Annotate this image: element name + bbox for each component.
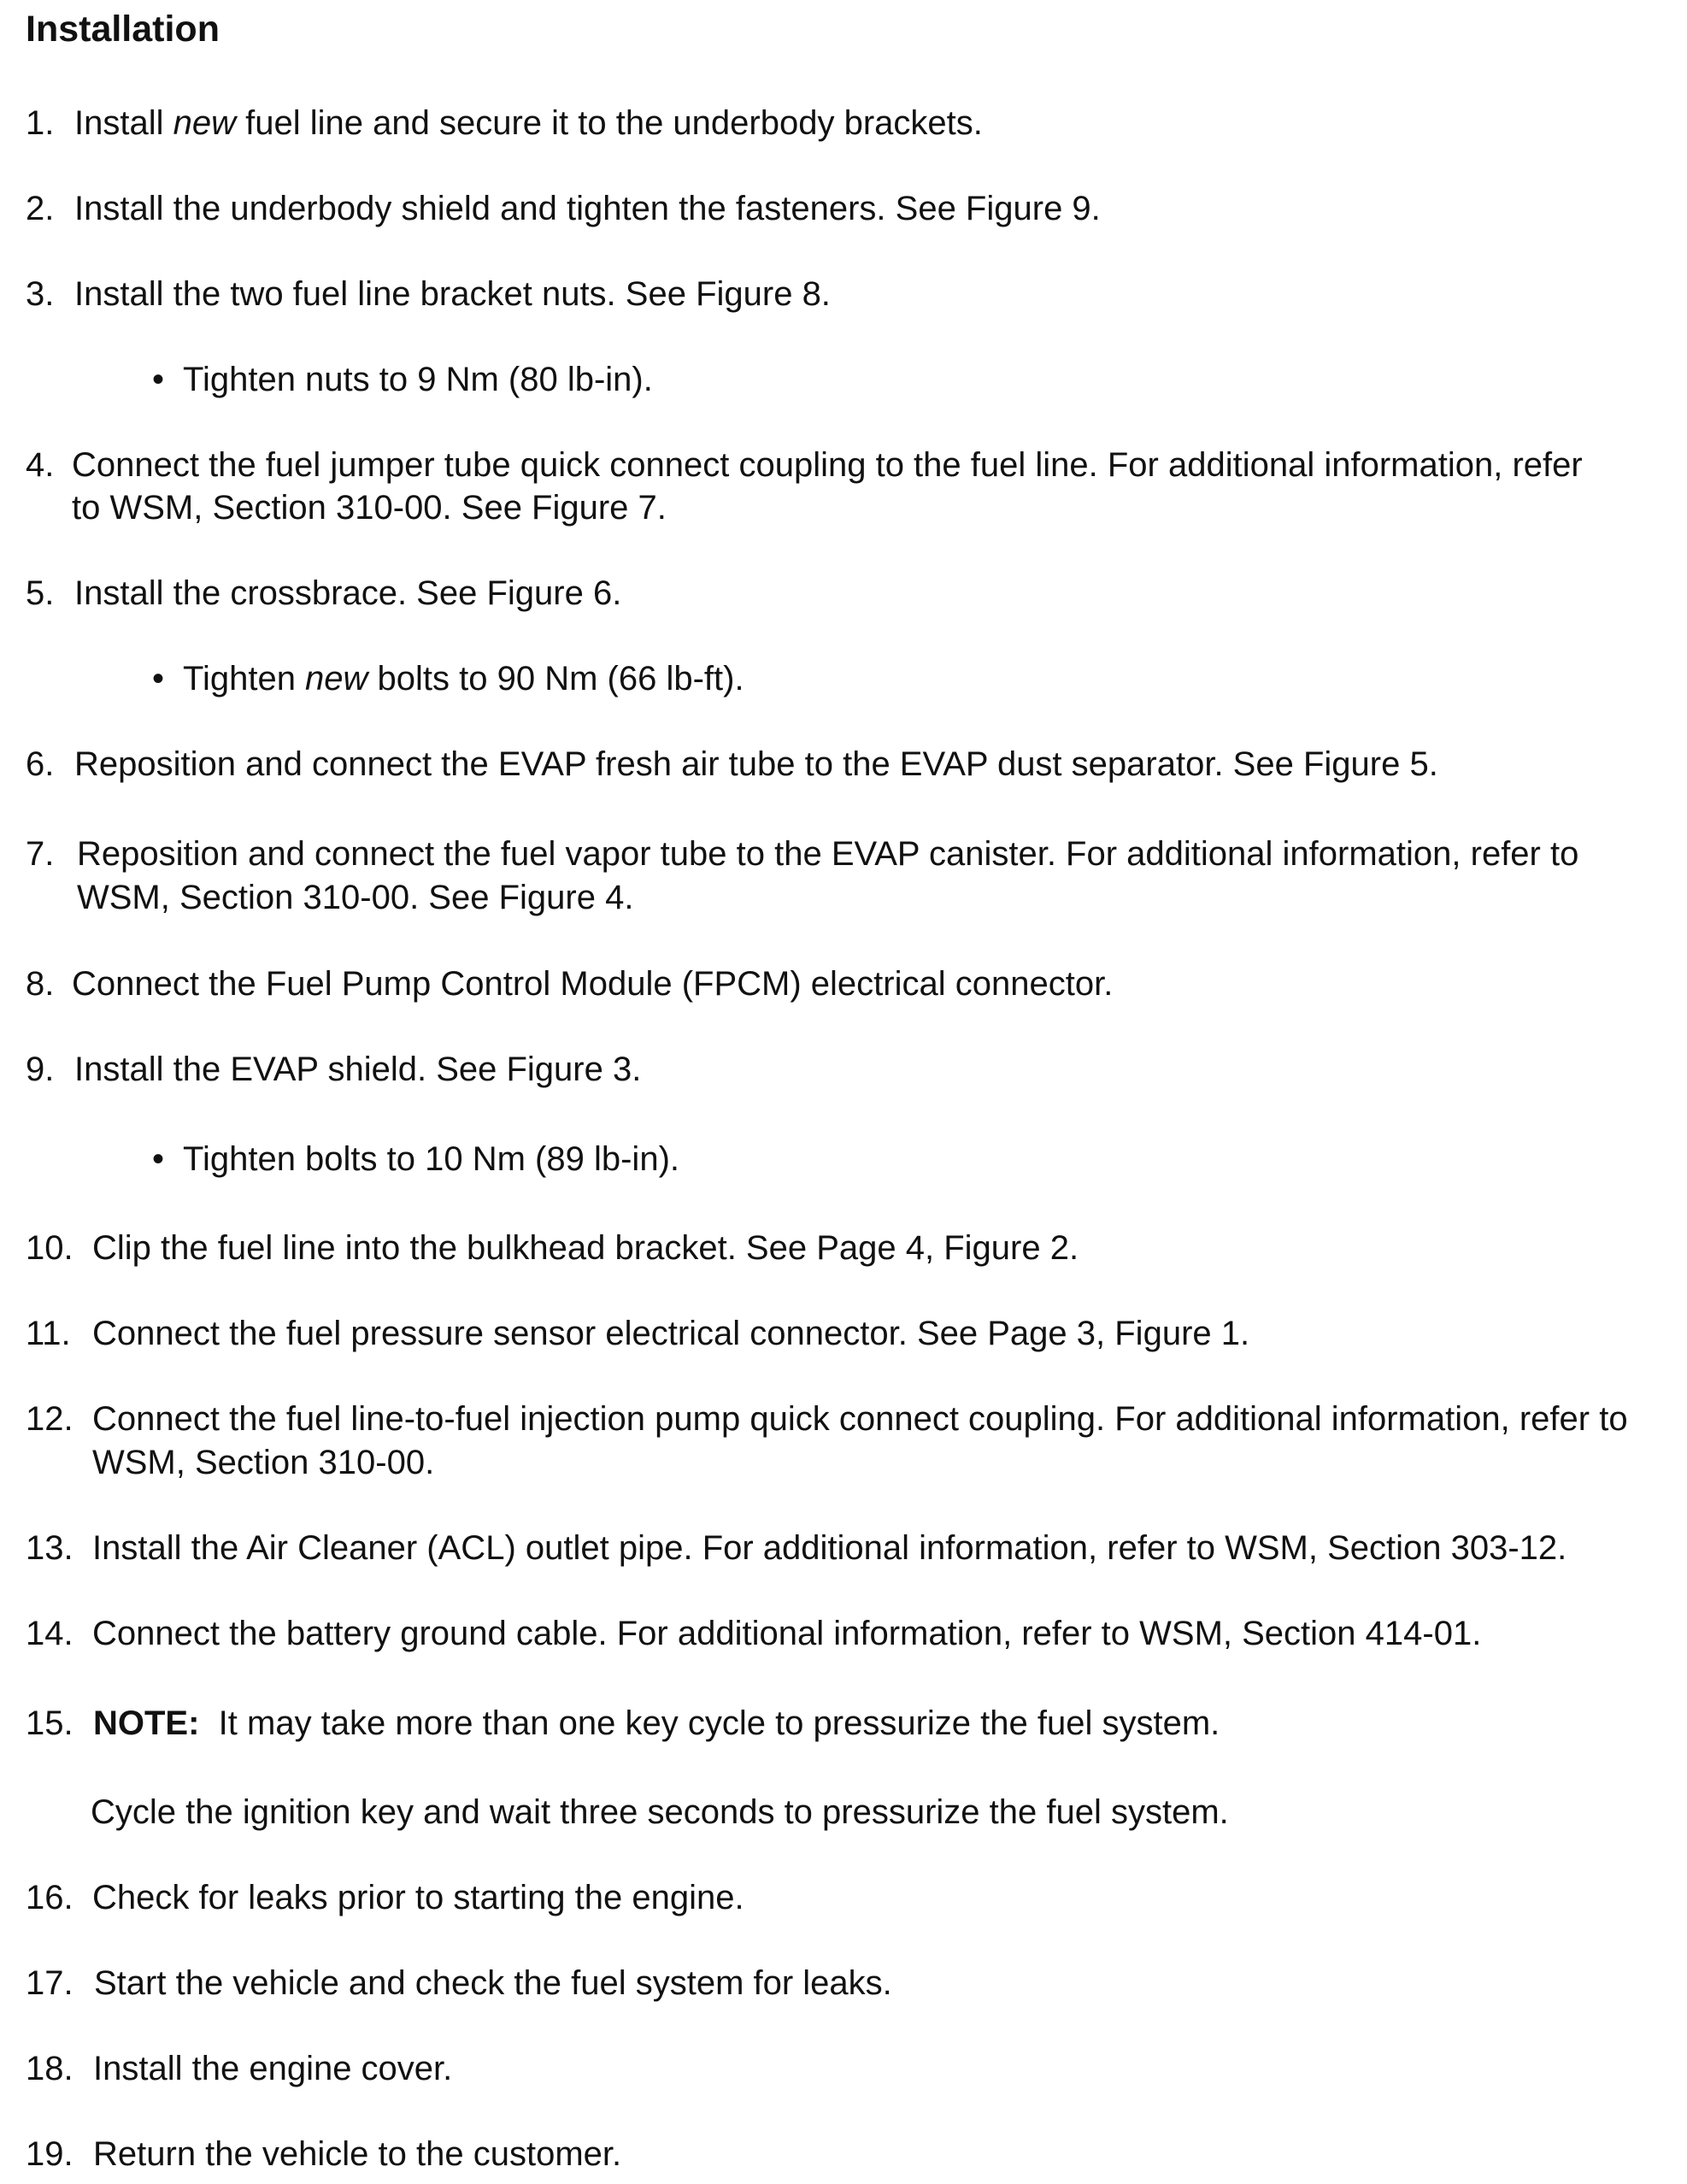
step-4: [26, 444, 1583, 486]
step-text: Install the engine cover.: [93, 2050, 453, 2087]
step-text: Connect the battery ground cable. For additional information, refer to WSM, Section 414-01.: [92, 1615, 1482, 1652]
step-5: [26, 572, 621, 615]
step-number: 14.: [26, 1615, 73, 1652]
step-10: [26, 1227, 1079, 1269]
step-text: Install the two fuel line bracket nuts. See Figure 8.: [74, 275, 831, 313]
step-11: [26, 1312, 1249, 1355]
step-text: Check for leaks prior to starting the engine.: [92, 1879, 744, 1916]
section-heading: Installation: [26, 9, 220, 50]
step-4-continuation: to WSM, Section 310-00. See Figure 7.: [72, 489, 667, 527]
step-number: 12.: [26, 1400, 73, 1438]
step-15-continuation: Cycle the ignition key and wait three seconds to pressurize the fuel system.: [91, 1793, 1229, 1831]
step-text: Connect the fuel line-to-fuel injection pump quick connect coupling. For additional information, refer to: [92, 1400, 1628, 1438]
bullet-text: Tighten: [183, 660, 306, 698]
bullet-text: bolts to 90 Nm (66 lb-ft).: [367, 660, 744, 698]
step-number: 2.: [26, 190, 55, 227]
step-text: Reposition and connect the fuel vapor tube to the EVAP canister. For additional information, refer to: [77, 835, 1579, 873]
step-text: Connect the Fuel Pump Control Module (FPCM) electrical connector.: [72, 965, 1114, 1003]
step-5-bullet: [152, 657, 744, 700]
step-6: [26, 743, 1438, 786]
step-1: [26, 102, 983, 144]
step-number: 4.: [26, 446, 55, 484]
step-number: 1.: [26, 104, 55, 142]
step-emphasis: new: [173, 104, 236, 142]
step-16: [26, 1876, 744, 1919]
step-text: Reposition and connect the EVAP fresh air tube to the EVAP dust separator. See Figure 5.: [74, 745, 1438, 783]
step-number: 6.: [26, 745, 55, 783]
step-15: [26, 1702, 1220, 1745]
step-text: Connect the fuel jumper tube quick connect coupling to the fuel line. For additional information, refer: [72, 446, 1583, 484]
step-text: It may take more than one key cycle to pressurize the fuel system.: [199, 1704, 1220, 1742]
bullet-emphasis: new: [305, 660, 368, 698]
step-number: 16.: [26, 1879, 73, 1916]
step-text: Install the crossbrace. See Figure 6.: [74, 574, 622, 612]
step-number: 3.: [26, 275, 55, 313]
step-number: 15.: [26, 1704, 73, 1742]
step-13: [26, 1527, 1566, 1569]
step-text: Install the Air Cleaner (ACL) outlet pipe. For additional information, refer to WSM, Section 303-12.: [92, 1529, 1567, 1567]
step-text: Install the underbody shield and tighten the fasteners. See Figure 9.: [74, 190, 1101, 227]
bullet-text: Tighten nuts to 9 Nm (80 lb-in).: [183, 361, 653, 398]
bullet-icon: •: [152, 361, 165, 398]
step-number: 18.: [26, 2050, 73, 2087]
step-9: [26, 1048, 641, 1091]
step-9-bullet: [152, 1138, 679, 1180]
step-number: 19.: [26, 2135, 73, 2173]
step-12-continuation: WSM, Section 310-00.: [92, 1444, 435, 1481]
step-12: [26, 1398, 1628, 1440]
bullet-text: Tighten bolts to 10 Nm (89 lb-in).: [183, 1140, 679, 1178]
step-8: [26, 962, 1113, 1005]
step-number: 13.: [26, 1529, 73, 1567]
step-number: 5.: [26, 574, 55, 612]
step-text: fuel line and secure it to the underbody brackets.: [236, 104, 983, 142]
step-number: 10.: [26, 1229, 73, 1267]
step-text: Clip the fuel line into the bulkhead bracket. See Page 4, Figure 2.: [92, 1229, 1079, 1267]
step-number: 11.: [26, 1315, 71, 1352]
note-label: NOTE:: [93, 1704, 200, 1742]
step-text: Return the vehicle to the customer.: [93, 2135, 622, 2173]
step-14: [26, 1612, 1481, 1655]
step-text: Install: [74, 104, 173, 142]
step-text: Install the EVAP shield. See Figure 3.: [74, 1051, 642, 1088]
step-number: 8.: [26, 965, 55, 1003]
step-2: [26, 187, 1101, 230]
step-number: 17.: [26, 1964, 73, 2002]
step-text: Start the vehicle and check the fuel system for leaks.: [94, 1964, 892, 2002]
step-text: Connect the fuel pressure sensor electrical connector. See Page 3, Figure 1.: [92, 1315, 1250, 1352]
step-7: [26, 833, 1578, 875]
step-17: [26, 1962, 892, 2004]
step-3: [26, 273, 831, 315]
bullet-icon: •: [152, 660, 165, 698]
step-number: 9.: [26, 1051, 55, 1088]
step-3-bullet: [152, 358, 653, 401]
step-18: [26, 2047, 452, 2090]
step-7-continuation: WSM, Section 310-00. See Figure 4.: [77, 879, 634, 916]
step-19: [26, 2133, 621, 2175]
bullet-icon: •: [152, 1140, 165, 1178]
step-number: 7.: [26, 835, 55, 873]
